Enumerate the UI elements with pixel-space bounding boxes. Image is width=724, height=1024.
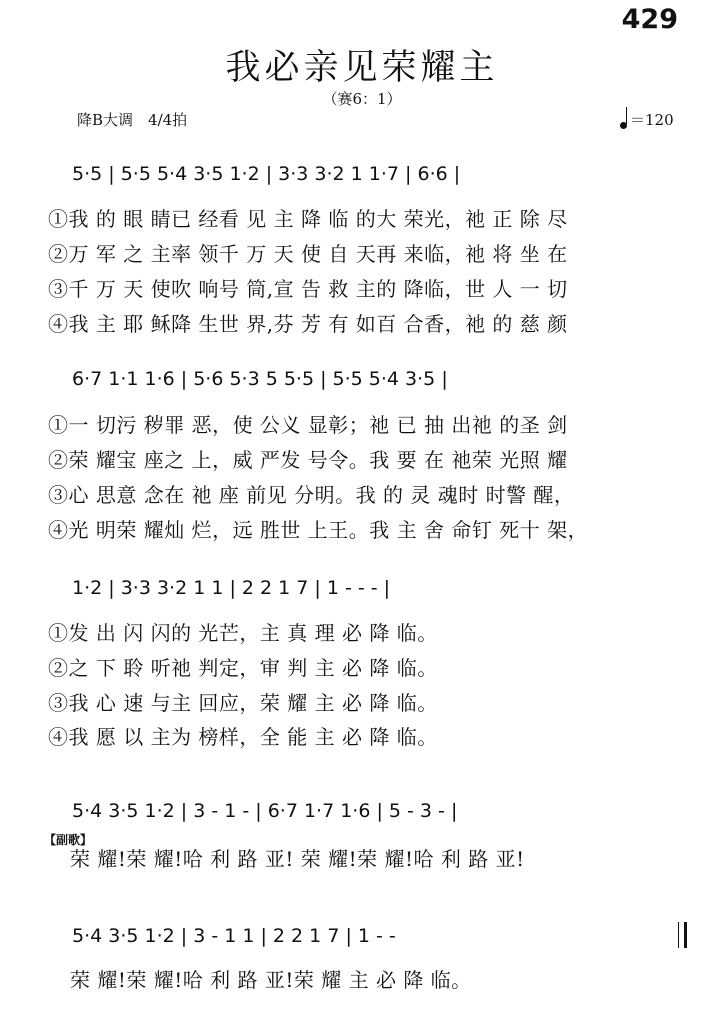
lyric-line: 荣 耀!荣 耀!哈 利 路 亚! 荣 耀!荣 耀!哈 利 路 亚! (70, 847, 525, 871)
tempo-value: ＝120 (630, 111, 674, 129)
refrain-label: 【副歌】 (44, 833, 93, 847)
scripture-reference: （赛6：1） (322, 90, 402, 108)
lyric-line: ②荣 耀宝 座之 上，威 严发 号令。我 要 在 祂荣 光照 耀 (48, 448, 568, 472)
lyric-line: ④我 主 耶 稣降 生世 界,芬 芳 有 如百 合香，祂 的 慈 颜 (48, 312, 568, 336)
song-title: 我必亲见荣耀主 (225, 48, 499, 88)
quarter-note-icon (620, 122, 627, 129)
lyric-line: ④光 明荣 耀灿 烂，远 胜世 上王。我 主 舍 命钉 死十 架， (48, 518, 589, 542)
notation-line-4: 5·4 3·5 1·2 | 3 - 1 - | 6·7 1·7 1·6 | 5 - 3 - | (72, 800, 458, 822)
lyric-line: ①我 的 眼 睛已 经看 见 主 降 临 的大 荣光，祂 正 除 尽 (48, 207, 568, 231)
lyric-line: ③我 心 速 与主 回应，荣 耀 主 必 降 临。 (48, 691, 438, 715)
key-signature: 降B大调 4/4拍 (77, 111, 188, 129)
lyric-line: 荣 耀!荣 耀!哈 利 路 亚!荣 耀 主 必 降 临。 (70, 968, 472, 992)
final-barline (672, 922, 693, 948)
page-number: 429 (621, 4, 678, 35)
lyric-line: ②之 下 聆 听祂 判定，审 判 主 必 降 临。 (48, 656, 438, 680)
notation-line-5: 5·4 3·5 1·2 | 3 - 1 1 | 2 2 1 7 | 1 - - (72, 925, 396, 947)
lyric-line: ②万 军 之 主率 领千 万 天 使 自 天再 来临，祂 将 坐 在 (48, 242, 568, 266)
notation-line-1: 5·5 | 5·5 5·4 3·5 1·2 | 3·3 3·2 1 1·7 | 6·6 | (72, 163, 461, 185)
lyric-line: ④我 愿 以 主为 榜样，全 能 主 必 降 临。 (48, 725, 438, 749)
lyric-line: ③千 万 天 使吹 响号 筒,宣 告 救 主的 降临，世 人 一 切 (48, 277, 568, 301)
tempo-marking (620, 109, 674, 130)
notation-line-2: 6·7 1·1 1·6 | 5·6 5·3 5 5·5 | 5·5 5·4 3·5 | (72, 368, 448, 390)
lyric-line: ①一 切污 秽罪 恶，使 公义 显彰；祂 已 抽 出祂 的圣 剑 (48, 413, 568, 437)
lyric-line: ③心 思意 念在 祂 座 前见 分明。我 的 灵 魂时 时警 醒， (48, 483, 575, 507)
lyric-line: ①发 出 闪 闪的 光芒，主 真 理 必 降 临。 (48, 621, 438, 645)
notation-line-3: 1·2 | 3·3 3·2 1 1 | 2 2 1 7 | 1 - - - | (72, 577, 391, 599)
